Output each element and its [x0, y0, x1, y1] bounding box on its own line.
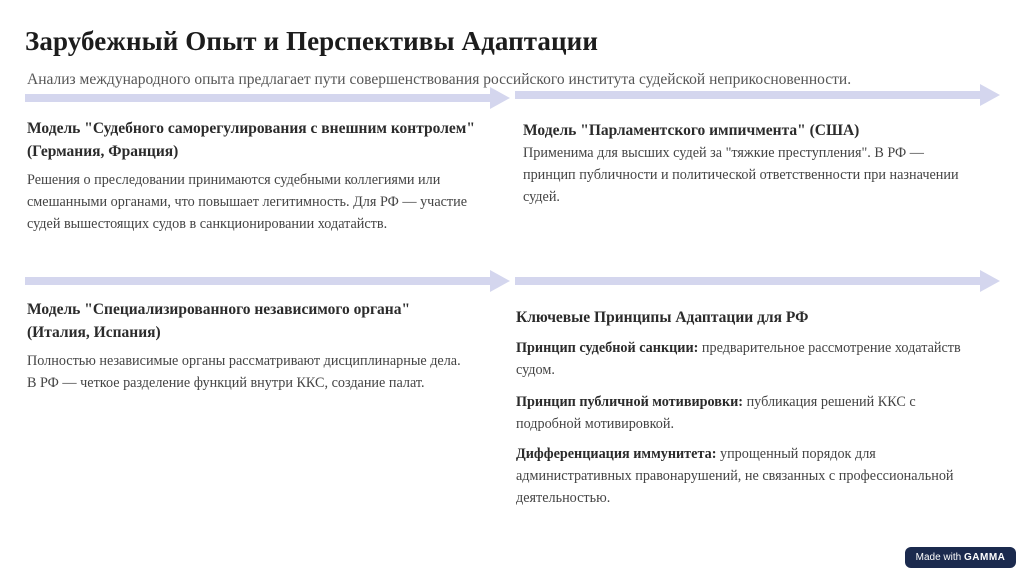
principle-item: Принцип судебной санкции: предварительное рассмотрение ходатайств судом. [516, 340, 961, 378]
arrow-top-left [25, 87, 510, 109]
card-heading: Модель "Судебного саморегулирования с внешним контролем" (Германия, Франция) [27, 120, 475, 160]
arrow-bottom-left [25, 270, 510, 292]
card-text: Применима для высших судей за "тяжкие преступления". В РФ — принцип публичности и политической ответственности при назначении судей. [523, 145, 959, 205]
card-germany-france [27, 117, 487, 235]
principle-item: Принцип публичной мотивировки: публикация решений ККС с подробной мотивировкой. [516, 394, 916, 432]
page-subtitle: Анализ международного опыта предлагает пути совершенствования российского института судейской неприкосновенности. [27, 71, 852, 88]
arrow-top-right [515, 84, 1000, 106]
card-text: Полностью независимые органы рассматривают дисциплинарные дела. В РФ — четкое разделение функций внутри ККС, создание палат. [27, 353, 461, 391]
card-heading: Модель "Специализированного независимого органа" (Италия, Испания) [27, 301, 411, 341]
principles-heading: Ключевые Принципы Адаптации для РФ [516, 309, 809, 326]
card-text: Решения о преследовании принимаются судебными коллегиями или смешанными органами, что повышает легитимность. Для РФ — участие судей вышестоящих судов в санкционировании ходатайств. [27, 172, 467, 232]
made-with-gamma-badge[interactable]: Made with GAMMA [905, 547, 1016, 568]
page-title: Зарубежный Опыт и Перспективы Адаптации [25, 26, 598, 56]
principle-item: Дифференциация иммунитета: упрощенный порядок для административных правонарушений, не связанных с профессиональной деятельностью. [516, 446, 954, 506]
card-italy-spain [27, 298, 472, 394]
principles-block [516, 306, 966, 509]
arrow-bottom-right [515, 270, 1000, 292]
card-heading: Модель "Парламентского импичмента" (США) [523, 122, 860, 139]
gamma-logo: GAMMA [963, 552, 1006, 563]
card-usa [523, 119, 973, 208]
